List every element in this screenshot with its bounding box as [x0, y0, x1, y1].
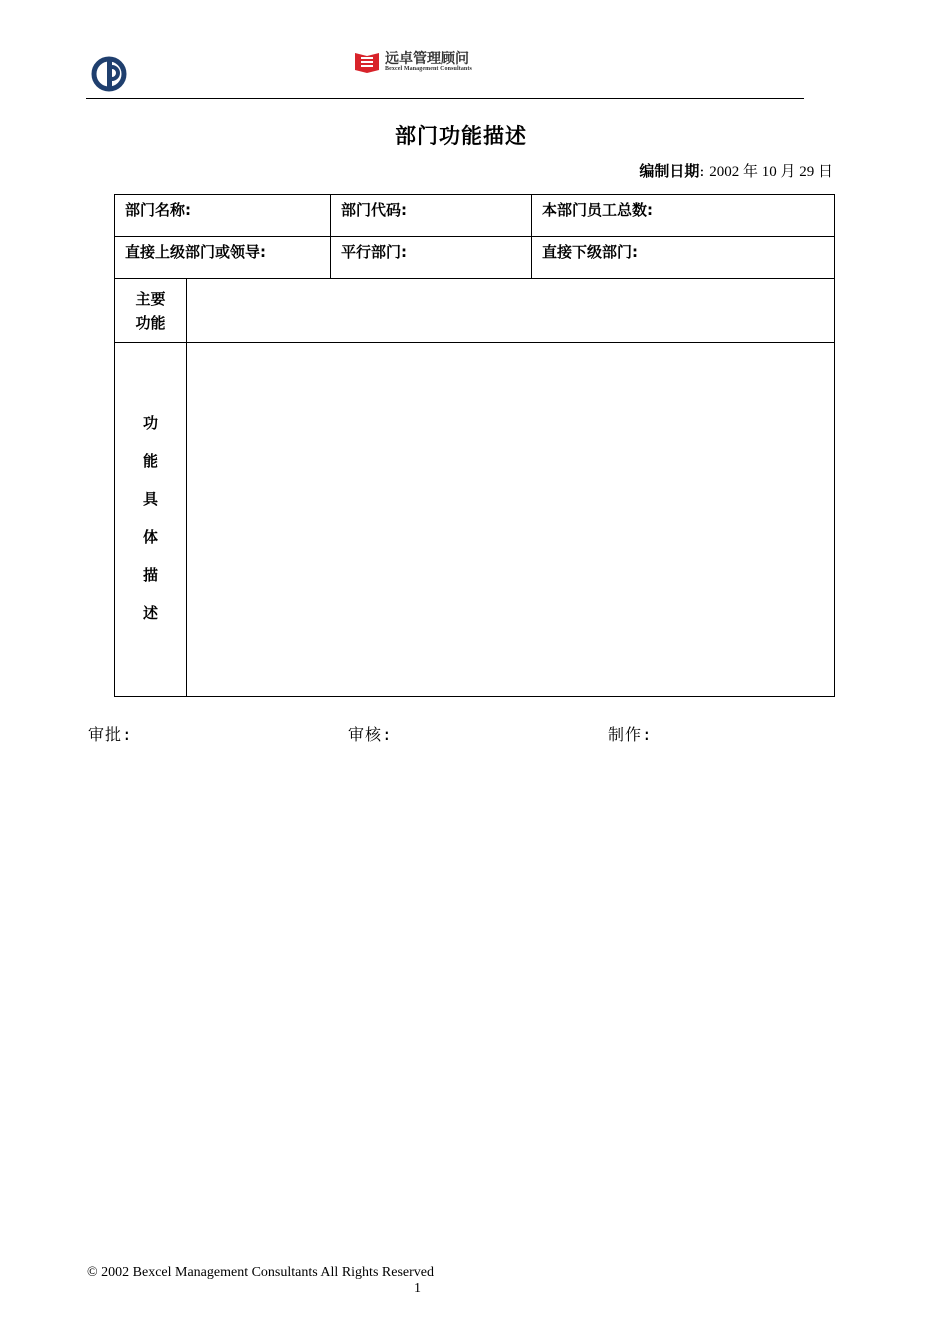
detail-label-char: 能 [142, 452, 158, 470]
main-function-label [115, 279, 186, 335]
page-title: 部门功能描述 [395, 123, 527, 148]
book-icon [353, 50, 381, 74]
main-function-line-1: 主要 [135, 290, 166, 308]
dept-code-label: 部门代码: [341, 201, 407, 219]
date-separator: : [699, 162, 705, 180]
detail-label-char: 描 [142, 566, 158, 584]
parallel-cell[interactable] [331, 237, 532, 279]
department-form-table [114, 194, 835, 697]
table-row [115, 237, 835, 279]
date-value: 2002 年 10 月 29 日 [709, 164, 833, 180]
main-function-label-cell [115, 279, 187, 343]
staff-total-label: 本部门员工总数: [542, 201, 653, 219]
review-label: 审核: [348, 725, 393, 744]
table-row [115, 343, 835, 697]
superior-label: 直接上级部门或领导: [125, 243, 266, 261]
dept-name-label: 部门名称: [125, 201, 191, 219]
table-row [115, 195, 835, 237]
detail-label-char: 功 [142, 414, 158, 432]
detail-label [115, 343, 186, 639]
date-label: 编制日期 [639, 162, 700, 180]
copyright-notice: © 2002 Bexcel Management Consultants All Rights Reserved [87, 1265, 434, 1280]
parallel-label: 平行部门: [341, 243, 407, 261]
superior-cell[interactable] [115, 237, 331, 279]
brand-name-en: Bexcel Management Consultants [385, 66, 472, 72]
brand-name-cn: 远卓管理顾问 [385, 51, 469, 67]
dept-name-cell[interactable] [115, 195, 331, 237]
detail-label-cell [115, 343, 187, 697]
table-row [115, 279, 835, 343]
detail-label-char: 体 [142, 528, 158, 546]
subordinate-label: 直接下级部门: [542, 243, 638, 261]
main-function-line-2: 功能 [135, 314, 166, 332]
detail-label-char: 述 [142, 604, 158, 622]
subordinate-cell[interactable] [532, 237, 835, 279]
date-line [639, 160, 833, 181]
approve-label: 审批: [88, 725, 133, 744]
detail-content-cell[interactable] [187, 343, 835, 697]
main-function-content-cell[interactable] [187, 279, 835, 343]
staff-total-cell[interactable] [532, 195, 835, 237]
detail-label-char: 具 [142, 490, 158, 508]
prepare-label: 制作: [608, 725, 653, 744]
page-number: 1 [414, 1281, 421, 1296]
company-logo [90, 55, 128, 93]
dept-code-cell[interactable] [331, 195, 532, 237]
brand-logo [353, 49, 472, 75]
header-divider [86, 98, 804, 99]
